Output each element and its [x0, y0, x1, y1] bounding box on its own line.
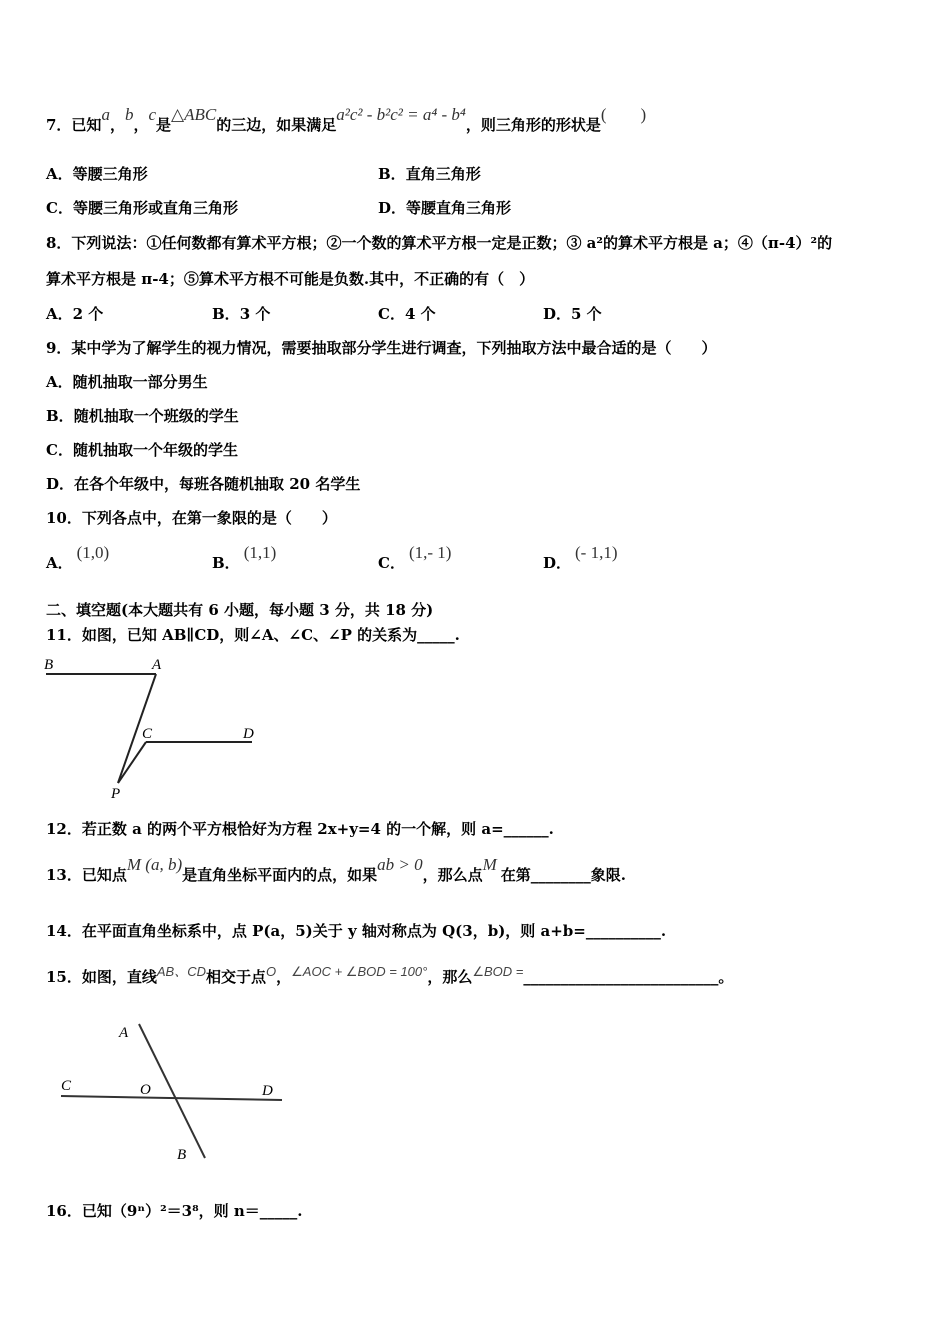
q15-stem: 15．如图，直线AB、CD相交于点O，∠AOC + ∠BOD = 100°，那么∠BOD =__________________________。: [46, 964, 734, 986]
q8-stem-line1: 8．下列说法：①任何数都有算术平方根；②一个数的算术平方根一定是正数；③ a²的算术平方根是 a；④（π-4）²的: [46, 234, 833, 252]
q16-stem: 16．已知（9ⁿ）²＝3⁸，则 n＝_____.: [46, 1202, 303, 1220]
label-b: B: [44, 657, 54, 673]
q8-option-a[interactable]: A．2 个: [46, 305, 104, 323]
q15-figure: [55, 1018, 295, 1168]
label-a: A: [152, 657, 162, 673]
section-title-fill-in: 二、填空题(本大题共有 6 小题，每小题 3 分，共 18 分): [46, 601, 434, 619]
label-a: A: [119, 1025, 129, 1041]
q11-figure: [38, 650, 278, 805]
q11-stem: 11．如图，已知 AB∥CD，则∠A、∠C、∠P 的关系为_____.: [46, 626, 460, 644]
q7-option-a[interactable]: A．等腰三角形: [46, 165, 148, 183]
q10-option-b[interactable]: B．(1,1): [212, 543, 277, 572]
q8-option-d[interactable]: D．5 个: [543, 305, 602, 323]
q10-stem: 10．下列各点中，在第一象限的是（ ）: [46, 509, 337, 527]
triangle-abc: △ABC: [171, 105, 217, 124]
q7-stem: 7．已知a，b，c是△ABC的三边，如果满足a²c² - b²c² = a⁴ - b⁴，则三角形的形状是( ): [46, 105, 647, 134]
line-pc: [118, 742, 146, 783]
q9-stem: 9．某中学为了解学生的视力情况，需要抽取部分学生进行调查，下列抽取方法中最合适的是（ ）: [46, 339, 717, 357]
q9-option-d[interactable]: D．在各个年级中，每班各随机抽取 20 名学生: [46, 475, 361, 493]
label-p: P: [111, 786, 121, 802]
q9-option-b[interactable]: B．随机抽取一个班级的学生: [46, 407, 239, 425]
q7-option-b[interactable]: B．直角三角形: [378, 165, 481, 183]
label-c: C: [61, 1078, 72, 1094]
label-c: C: [142, 726, 153, 742]
q13-stem: 13．已知点M (a, b)是直角坐标平面内的点，如果ab > 0，那么点M在第________象限.: [46, 855, 627, 884]
q7-option-d[interactable]: D．等腰直角三角形: [378, 199, 512, 217]
q10-option-d[interactable]: D．(- 1,1): [543, 543, 618, 572]
line-cd: [61, 1096, 282, 1100]
label-d: D: [243, 726, 254, 742]
point-m: M (a, b): [126, 855, 183, 874]
q9-option-c[interactable]: C．随机抽取一个年级的学生: [46, 441, 238, 459]
q7-option-c[interactable]: C．等腰三角形或直角三角形: [46, 199, 238, 217]
q14-stem: 14．在平面直角坐标系中，点 P(a，5)关于 y 轴对称点为 Q(3，b)，则 a+b=__________.: [46, 922, 667, 940]
q12-stem: 12．若正数 a 的两个平方根恰好为方程 2x+y=4 的一个解，则 a=______.: [46, 820, 554, 838]
q8-stem-line2: 算术平方根是 π-4；⑤算术平方根不可能是负数.其中，不正确的有（ ）: [46, 270, 535, 288]
q10-option-c[interactable]: C．(1,- 1): [378, 543, 452, 572]
q9-option-a[interactable]: A．随机抽取一部分男生: [46, 373, 208, 391]
label-o: O: [140, 1082, 151, 1098]
label-b: B: [177, 1147, 187, 1163]
q10-option-a[interactable]: A．(1,0): [46, 543, 110, 572]
q8-option-c[interactable]: C．4 个: [378, 305, 436, 323]
q8-option-b[interactable]: B．3 个: [212, 305, 271, 323]
label-d: D: [262, 1083, 273, 1099]
q7-equation: a²c² - b²c² = a⁴ - b⁴: [336, 105, 466, 124]
